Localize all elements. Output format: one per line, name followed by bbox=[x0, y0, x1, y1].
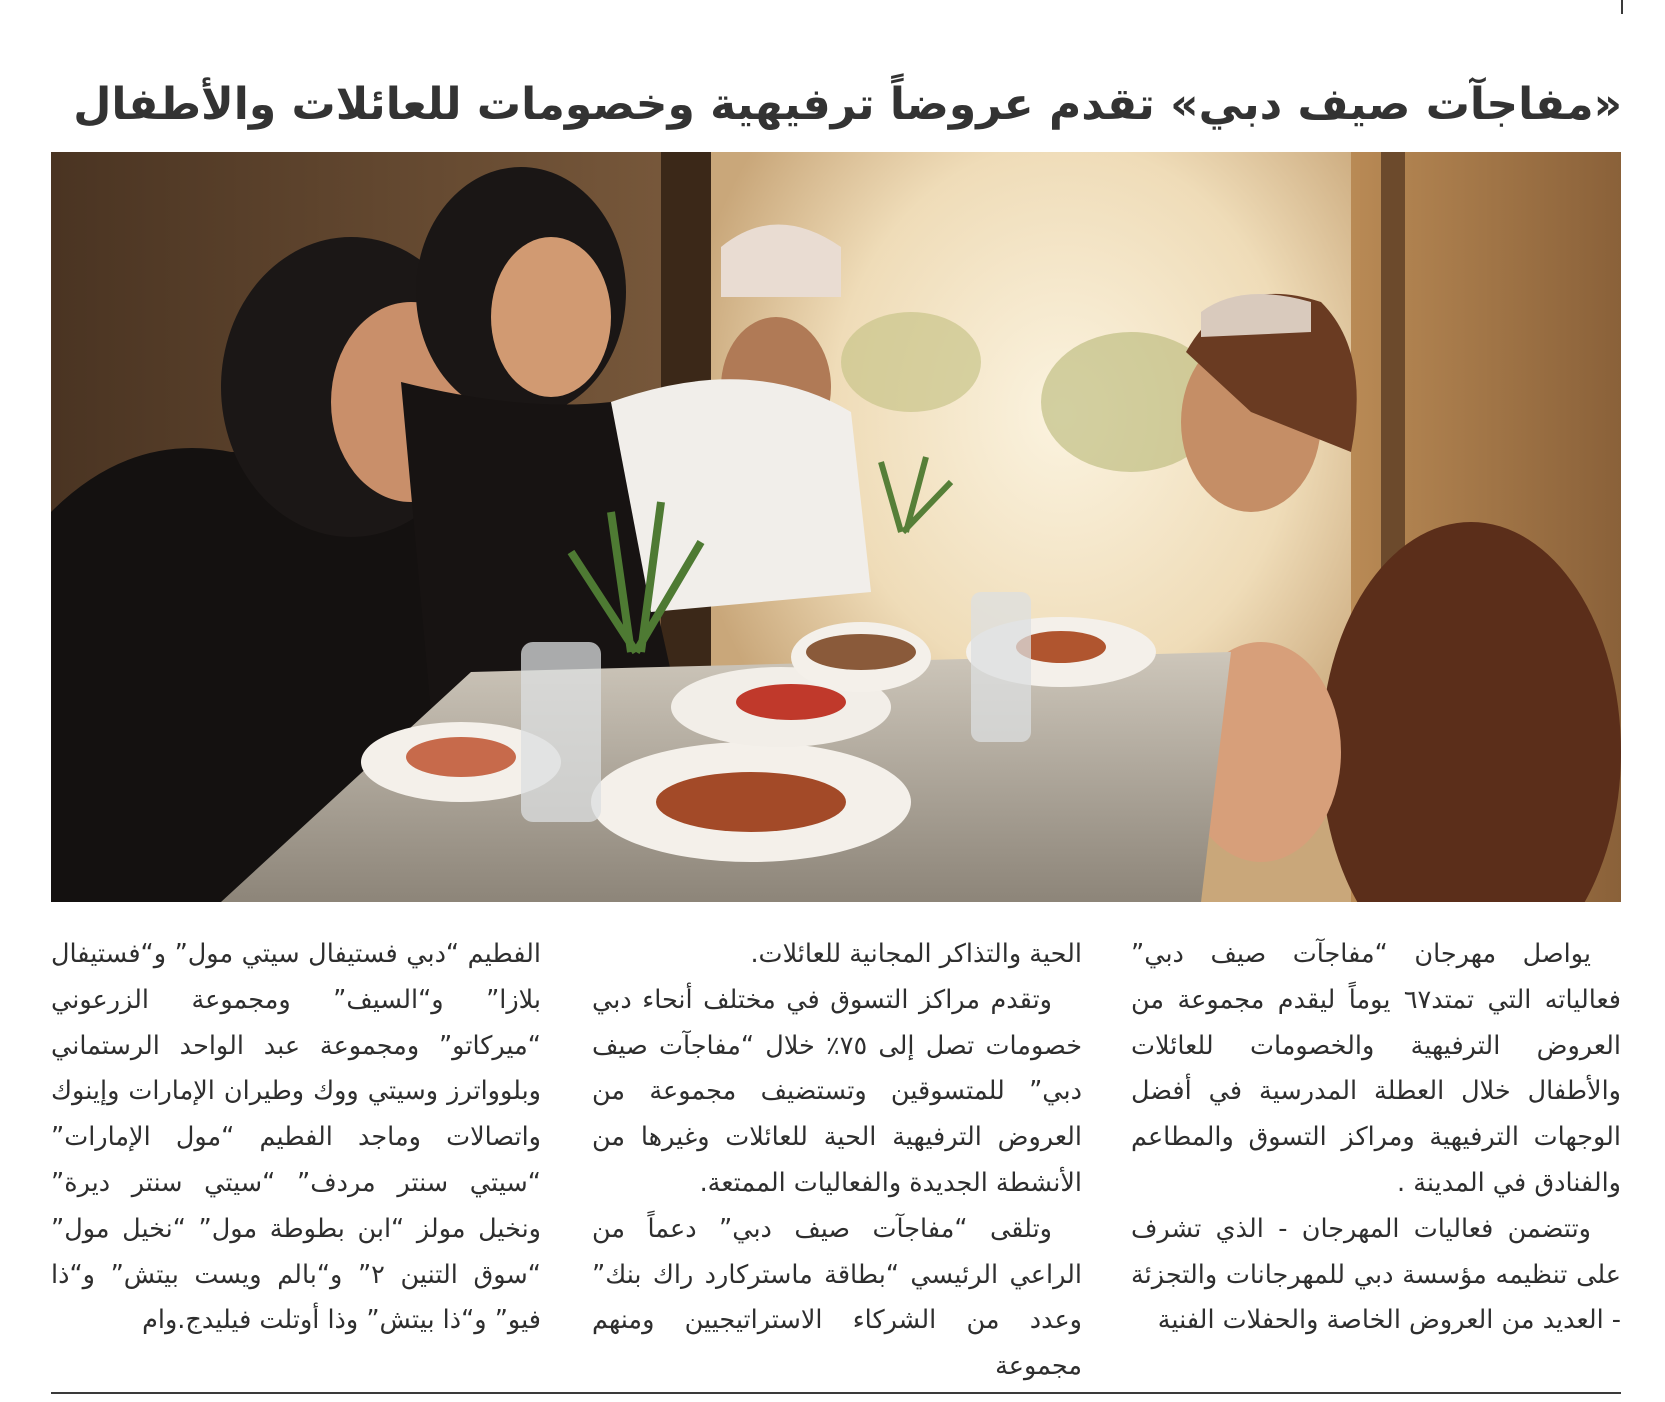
paragraph: الفطيم “دبي فستيفال سيتي مول” و“فستيفال بلازا” و“السيف” ومجموعة الزرعوني “ميركاتو” ومجموعة عبد الواحد الرستماني وبلوواترز وسيتي ووك وطيران الإمارات وإينوك واتصالات وماجد الفطيم “مول الإمارات” “سيتي سنتر مردف” “سيتي سنتر ديرة” ونخيل مولز “ابن بطوطة مول” “نخيل مول” “سوق التنين ٢” و“بالم ويست بيتش” و“ذا فيو” و“ذا بيتش” وذا أوتلت فيليدج.وام bbox=[51, 939, 541, 1336]
page-rule-bottom bbox=[51, 1392, 1621, 1394]
article-column-3 bbox=[51, 932, 541, 1344]
paragraph: وتتضمن فعاليات المهرجان - الذي تشرف على تنظيمه مؤسسة دبي للمهرجانات والتجزئة - العديد من العروض الخاصة والحفلات الفنية bbox=[1131, 1213, 1621, 1336]
paragraph: وتقدم مراكز التسوق في مختلف أنحاء دبي خصومات تصل إلى ٧٥٪ خلال “مفاجآت صيف دبي” للمتسوقين وتستضيف مجموعة من العروض الترفيهية الحية للعائلات وغيرها من الأنشطة الجديدة والفعاليات الممتعة. bbox=[592, 984, 1082, 1198]
column-rule-top bbox=[1621, 0, 1623, 14]
headline: «مفاجآت صيف دبي» تقدم عروضاً ترفيهية وخصومات للعائلات والأطفال bbox=[73, 79, 1622, 131]
paragraph: وتلقى “مفاجآت صيف دبي” دعماً من الراعي الرئيسي “بطاقة ماستركارد راك بنك” وعدد من الشركاء الاستراتيجيين ومنهم مجموعة bbox=[592, 1213, 1082, 1382]
article-column-1 bbox=[1131, 932, 1621, 1344]
family-dinner-photo bbox=[51, 152, 1621, 902]
article-column-2 bbox=[592, 932, 1082, 1390]
paragraph: يواصل مهرجان “مفاجآت صيف دبي” فعالياته التي تمتد٦٧ يوماً ليقدم مجموعة من العروض الترفيهية والخصومات للعائلات والأطفال خلال العطلة المدرسية في أفضل الوجهات الترفيهية ومراكز التسوق والمطاعم والفنادق في المدينة . bbox=[1131, 939, 1621, 1198]
paragraph: الحية والتذاكر المجانية للعائلات. bbox=[750, 939, 1082, 969]
